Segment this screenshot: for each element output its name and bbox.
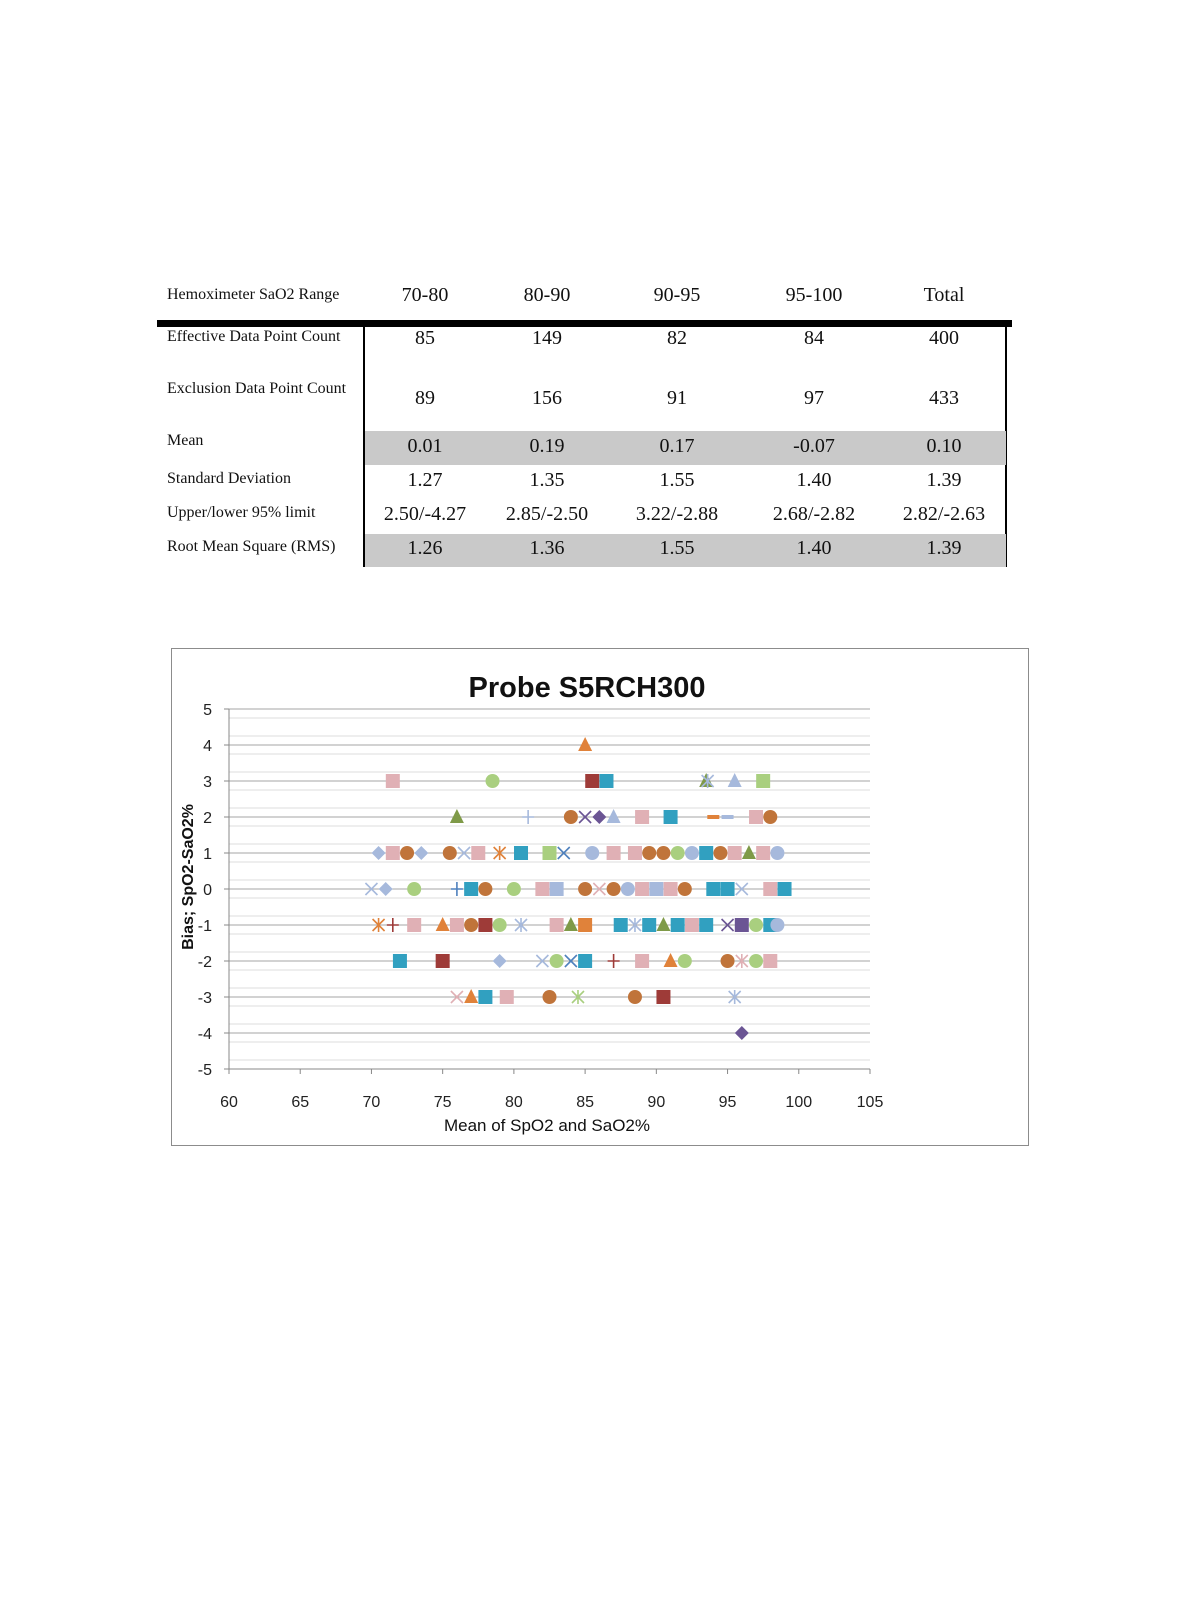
data-point <box>635 810 649 824</box>
data-point <box>436 917 450 931</box>
cell: 1.26 <box>407 537 443 559</box>
data-point <box>592 810 606 824</box>
data-point <box>642 846 656 860</box>
data-point <box>742 845 756 859</box>
data-point <box>387 918 399 932</box>
data-point <box>685 918 699 932</box>
data-point <box>450 918 464 932</box>
data-point <box>749 918 763 932</box>
data-point <box>386 846 400 860</box>
cell: 433 <box>929 387 959 409</box>
y-tick-label: 4 <box>203 738 212 755</box>
data-point <box>656 917 670 931</box>
data-point <box>699 918 713 932</box>
table-row <box>157 433 1012 467</box>
data-point <box>763 810 777 824</box>
data-point <box>628 846 642 860</box>
cell: 1.40 <box>796 469 832 491</box>
data-point <box>749 810 763 824</box>
data-point <box>478 882 492 896</box>
data-point <box>621 882 635 896</box>
cell: 2.68/-2.82 <box>772 503 856 525</box>
data-point <box>543 846 557 860</box>
data-point <box>407 918 421 932</box>
data-point <box>585 846 599 860</box>
cell: 149 <box>532 327 562 349</box>
data-point <box>372 846 386 860</box>
data-point <box>386 774 400 788</box>
data-point <box>607 846 621 860</box>
data-point <box>450 809 464 823</box>
data-point <box>443 846 457 860</box>
x-tick-label: 75 <box>433 1094 452 1111</box>
cell: 156 <box>532 387 562 409</box>
tick-labels <box>198 702 884 1111</box>
data-point <box>578 737 592 751</box>
data-point <box>707 815 719 819</box>
data-point <box>656 990 670 1004</box>
cell: 85 <box>415 327 435 349</box>
data-point <box>464 989 478 1003</box>
data-point <box>735 918 749 932</box>
data-point <box>721 882 735 896</box>
column-header: 70-80 <box>401 284 449 306</box>
data-point <box>656 846 670 860</box>
y-tick-label: -1 <box>197 918 212 935</box>
cell: 0.01 <box>407 435 443 457</box>
column-header: Total <box>923 284 965 306</box>
cell: 82 <box>667 327 687 349</box>
cell: -0.07 <box>793 435 835 457</box>
row-label: Root Mean Square (RMS) <box>167 538 336 555</box>
data-point <box>500 990 514 1004</box>
table-row <box>157 535 1012 569</box>
data-point <box>770 918 784 932</box>
data-point <box>493 918 507 932</box>
x-tick-label: 95 <box>718 1094 737 1111</box>
data-point <box>464 918 478 932</box>
y-tick-label: -3 <box>197 990 212 1007</box>
cell: 1.39 <box>926 469 962 491</box>
cell: 400 <box>929 327 959 349</box>
data-point <box>664 953 678 967</box>
cell: 2.50/-4.27 <box>383 503 467 525</box>
cell: 0.19 <box>529 435 565 457</box>
data-point <box>550 954 564 968</box>
cell: 1.35 <box>529 469 565 491</box>
data-point <box>721 954 735 968</box>
data-point <box>564 810 578 824</box>
data-point <box>756 846 770 860</box>
column-header: 90-95 <box>653 284 701 306</box>
data-point <box>478 918 492 932</box>
chart-frame <box>171 648 1029 1146</box>
y-tick-label: 5 <box>203 702 212 719</box>
cell: 84 <box>804 327 824 349</box>
data-point <box>728 773 742 787</box>
y-tick-label: 0 <box>203 882 212 899</box>
data-point <box>522 810 534 824</box>
data-point <box>607 882 621 896</box>
cell: 1.27 <box>407 469 443 491</box>
x-tick-label: 65 <box>291 1094 310 1111</box>
scatter-chart <box>172 649 1028 1145</box>
table-row <box>157 501 1012 535</box>
data-point <box>599 774 613 788</box>
data-point <box>728 846 742 860</box>
cell: 0.17 <box>659 435 695 457</box>
data-point <box>451 882 463 896</box>
column-header: 80-90 <box>523 284 571 306</box>
row-label: Exclusion Data Point Count <box>167 380 347 397</box>
x-tick-label: 100 <box>785 1094 813 1111</box>
data-point <box>535 882 549 896</box>
data-point <box>400 846 414 860</box>
cell: 0.10 <box>926 435 962 457</box>
data-point <box>514 846 528 860</box>
table-row <box>157 381 1012 433</box>
data-point <box>550 882 564 896</box>
data-point <box>393 954 407 968</box>
cell: 89 <box>415 387 435 409</box>
cell: 97 <box>804 387 824 409</box>
cell: 1.40 <box>796 537 832 559</box>
table-row <box>157 329 1012 381</box>
data-point <box>678 882 692 896</box>
cell: 1.55 <box>659 469 695 491</box>
data-point <box>379 882 393 896</box>
data-point <box>722 815 734 819</box>
cell: 1.36 <box>529 537 565 559</box>
data-point <box>608 954 620 968</box>
y-tick-label: -5 <box>197 1062 212 1079</box>
data-point <box>756 774 770 788</box>
row-label: Standard Deviation <box>167 470 291 487</box>
table-header-row <box>157 282 1012 320</box>
header-label: Hemoximeter SaO2 Range <box>167 286 340 303</box>
data-point <box>735 1026 749 1040</box>
data-point <box>678 954 692 968</box>
y-tick-label: 2 <box>203 810 212 827</box>
x-axis-label: Mean of SpO2 and SaO2% <box>443 1116 651 1135</box>
data-point <box>671 846 685 860</box>
data-point <box>671 918 685 932</box>
data-point <box>635 954 649 968</box>
data-point <box>685 846 699 860</box>
data-point <box>699 846 713 860</box>
data-point <box>649 882 663 896</box>
row-label: Effective Data Point Count <box>167 328 341 345</box>
data-point <box>486 774 500 788</box>
data-point <box>407 882 421 896</box>
y-tick-label: 3 <box>203 774 212 791</box>
data-point <box>585 774 599 788</box>
data-point <box>778 882 792 896</box>
data-point <box>543 990 557 1004</box>
row-label: Upper/lower 95% limit <box>167 504 316 521</box>
data-point <box>493 954 507 968</box>
data-point <box>550 918 564 932</box>
data-point <box>436 954 450 968</box>
row-label: Mean <box>167 432 204 449</box>
x-tick-label: 105 <box>856 1094 884 1111</box>
x-tick-label: 70 <box>362 1094 381 1111</box>
data-point <box>763 882 777 896</box>
data-point <box>664 810 678 824</box>
data-point <box>628 990 642 1004</box>
column-header: 95-100 <box>785 284 843 306</box>
data-point <box>471 846 485 860</box>
cell: 1.39 <box>926 537 962 559</box>
x-tick-label: 85 <box>576 1094 595 1111</box>
data-point <box>578 918 592 932</box>
data-point <box>464 882 478 896</box>
cell: 2.82/-2.63 <box>902 503 986 525</box>
y-tick-label: 1 <box>203 846 212 863</box>
data-point <box>578 954 592 968</box>
x-tick-label: 90 <box>647 1094 666 1111</box>
data-point <box>564 917 578 931</box>
y-tick-label: -2 <box>197 954 212 971</box>
cell: 2.85/-2.50 <box>505 503 589 525</box>
data-point <box>664 882 678 896</box>
data-point <box>414 846 428 860</box>
data-point <box>713 846 727 860</box>
data-point <box>607 809 621 823</box>
x-tick-label: 60 <box>220 1094 238 1111</box>
x-tick-label: 80 <box>504 1094 523 1111</box>
chart-title: Probe S5RCH300 <box>468 672 706 704</box>
data-point <box>507 882 521 896</box>
cell: 91 <box>667 387 687 409</box>
data-point <box>614 918 628 932</box>
table-row <box>157 467 1012 501</box>
y-axis-label: Bias; SpO2-SaO2% <box>180 804 197 950</box>
cell: 3.22/-2.88 <box>635 503 719 525</box>
cell: 1.55 <box>659 537 695 559</box>
data-point <box>763 954 777 968</box>
data-point <box>635 882 649 896</box>
y-tick-label: -4 <box>197 1026 212 1043</box>
data-point <box>706 882 720 896</box>
data-point <box>749 954 763 968</box>
data-point <box>578 882 592 896</box>
data-point <box>478 990 492 1004</box>
data-point <box>770 846 784 860</box>
data-point <box>642 918 656 932</box>
